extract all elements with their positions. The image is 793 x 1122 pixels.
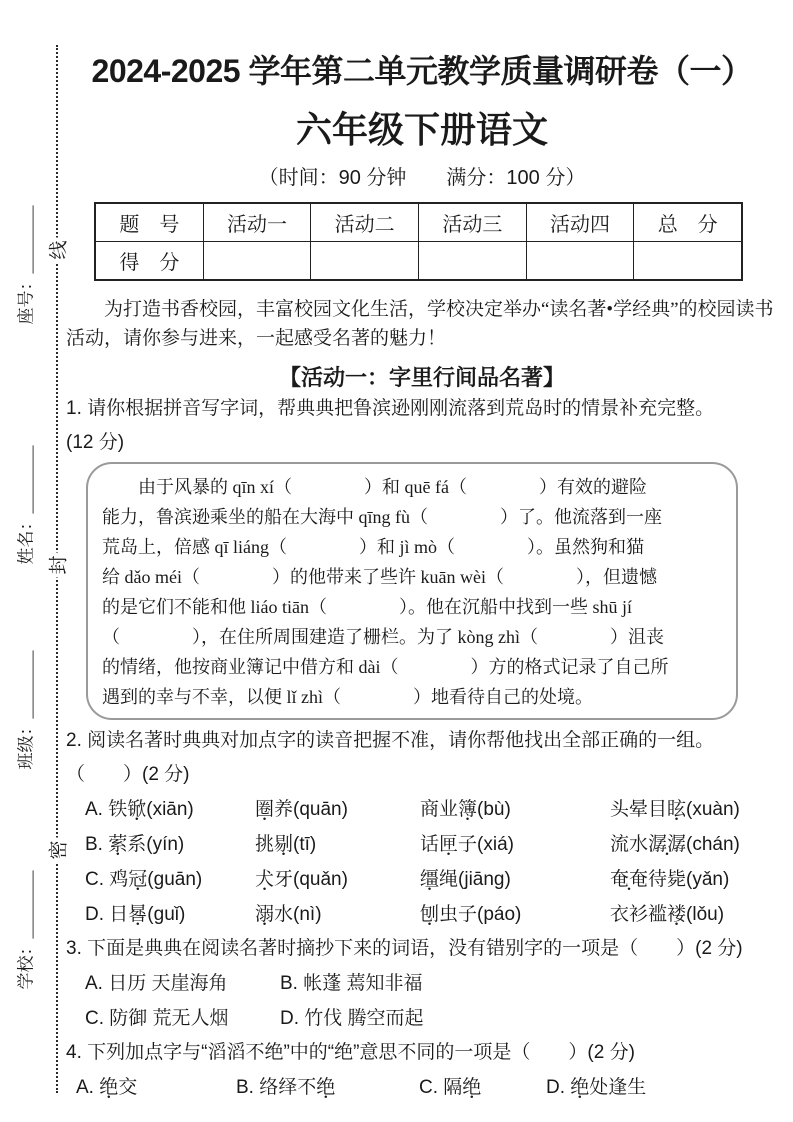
intro-paragraph: 为打造书香校园，丰富校园文化生活，学校决定举办“读名著•学经典”的校园读书活动，请你参与进来，一起感受名著的魅力！ (66, 299, 774, 349)
emphasis-dot-text: 剔 (274, 834, 294, 855)
question-2-option-row-cell: 话匣子(xiá) (420, 834, 514, 855)
exam-content (66, 0, 778, 1105)
question-2-option-row-cell: 衣衫褴褛(lǒu) (610, 904, 725, 925)
question-3-option-row-cell: B. 帐蓬 蔫知非福 (280, 973, 423, 994)
question-2-option-row-cell: 溺水(nì) (255, 904, 322, 925)
pinyin-line: 能力，鲁滨逊乘坐的船在大海中 qīng fù（ ）了。他流落到一座 (102, 507, 662, 527)
emphasis-dot-text: 匣 (439, 834, 459, 855)
emphasis-dot-text: 犬 (255, 869, 275, 890)
question-2-option-row-cell: 犬牙(quǎn) (255, 869, 348, 890)
question-2-answer-blank: （ ）(2 分) (66, 764, 190, 785)
question-4-option-row-cell: C. 隔绝 (419, 1077, 482, 1098)
score-table-row-cell: 题 号 (119, 214, 180, 236)
question-2-option-row-cell: 刨虫子(páo) (420, 904, 522, 925)
question-3-option-row-cell: D. 竹伐 腾空而起 (280, 1008, 424, 1029)
pinyin-line: 荒岛上，倍感 qī liáng（ ）和 jì mò（ ）。虽然狗和猫 (102, 537, 644, 557)
seat-number-field: 座号：________ (16, 205, 36, 325)
score-table-row-cell: 得 分 (119, 252, 180, 274)
emphasis-dot-text: 萦 (108, 834, 128, 855)
question-2-option-row-cell: 头晕目眩(xuàn) (610, 799, 740, 820)
emphasis-dot-text: 褛 (667, 904, 687, 925)
score-table-row-cell (526, 242, 634, 279)
score-table-row-cell (310, 242, 418, 279)
question-2-option-row-cell: A. 铁锨(xiān) (85, 799, 194, 820)
question-2-option-row-cell: 缰绳(jiāng) (420, 869, 511, 890)
emphasis-dot-text: 绝 (462, 1077, 482, 1098)
pinyin-line: 的是它们不能和他 liáo tiān（ ）。他在沉船中找到一些 shū jí (102, 597, 632, 617)
pinyin-answer-box (86, 462, 738, 720)
seal-char-mi: 密 (40, 837, 75, 862)
question-3-option-row-cell: C. 防御 荒无人烟 (85, 1008, 229, 1029)
question-2-option-row-cell: 奄奄待毙(yǎn) (610, 869, 730, 890)
question-1-text: 1. 请你根据拼音写字词，帮典典把鲁滨逊刚刚流落到荒岛时的情景补充完整。 (66, 398, 715, 419)
activity1-header: 【活动一：字里行间品名著】 (278, 365, 565, 390)
question-2-option-row-cell: 流水潺潺(chán) (610, 834, 740, 855)
question-4-text: 4. 下列加点字与“滔滔不绝”中的“绝”意思不同的一项是（ ）(2 分) (66, 1042, 635, 1063)
score-table-row (96, 204, 741, 241)
question-3-option-row (85, 966, 778, 1001)
score-table-row-cell: 活动四 (526, 204, 634, 241)
question-4-option-row-cell: A. 绝交 (76, 1077, 138, 1098)
pinyin-line: （ ），在住所周围建造了栅栏。为了 kòng zhì（ ）沮丧 (102, 627, 664, 647)
exam-meta: （时间：90 分钟 满分：100 分） (258, 167, 586, 189)
seal-char-line: 线 (40, 237, 75, 262)
question-2-text: 2. 阅读名著时典典对加点字的读音把握不准，请你帮他找出全部正确的一组。 (66, 730, 715, 751)
emphasis-dot-text: 奄奄 (610, 869, 649, 890)
question-3-option-row (85, 1001, 778, 1036)
score-table (94, 202, 743, 281)
seal-char-feng: 封 (40, 552, 75, 577)
score-table-row-cell (633, 242, 741, 279)
score-table-row-cell: 总 分 (633, 204, 741, 241)
question-4-option-row-cell: D. 绝处逢生 (546, 1077, 647, 1098)
question-2-option-row-cell: 圈养(quān) (255, 799, 348, 820)
emphasis-dot-text: 簿 (458, 799, 478, 820)
emphasis-dot-text: 缰 (420, 869, 440, 890)
question-1-score: (12 分) (66, 432, 125, 453)
question-3-options (66, 966, 778, 1036)
question-3-text: 3. 下面是典典在阅读名著时摘抄下来的词语，没有错别字的一项是（ ）(2 分) (66, 938, 743, 959)
question-3-option-row-cell: A. 日历 天崖海角 (85, 973, 228, 994)
question-2-options (66, 792, 778, 932)
student-name-field: 姓名：________ (16, 445, 36, 565)
question-2-option-row-cell: D. 日晷(guǐ) (85, 904, 186, 925)
question-2-option-row-cell: B. 萦系(yín) (85, 834, 185, 855)
question-4-option-row (76, 1070, 778, 1105)
pinyin-line: 的情绪，他按商业簿记中借方和 dài（ ）方的格式记录了自己所 (102, 657, 669, 677)
score-table-row-cell: 活动一 (203, 204, 311, 241)
emphasis-dot-text: 绝 (99, 1077, 119, 1098)
question-2-option-row-cell: 商业簿(bù) (420, 799, 511, 820)
emphasis-dot-text: 圈 (255, 799, 275, 820)
class-field: 班级：________ (16, 650, 36, 770)
pinyin-line: 遇到的幸与不幸，以便 lǐ zhì（ ）地看待自己的处境。 (102, 687, 593, 707)
pinyin-line: 由于风暴的 qīn xí（ ）和 quē fá（ ）有效的避险 (102, 477, 647, 497)
score-table-row-cell (418, 242, 526, 279)
question-2-option-row (85, 827, 778, 862)
score-table-row-cell (203, 242, 311, 279)
emphasis-dot-text: 绝 (316, 1077, 336, 1098)
emphasis-dot-text: 绝 (570, 1077, 590, 1098)
score-table-row-cell: 活动二 (310, 204, 418, 241)
question-2-option-row (85, 792, 778, 827)
emphasis-dot-text: 潺潺 (648, 834, 687, 855)
page-title: 2024-2025 学年第二单元教学质量调研卷（一） (91, 53, 753, 89)
question-2-option-row-cell: C. 鸡冠(guān) (85, 869, 203, 890)
question-2-option-row-cell: 挑剔(tī) (255, 834, 317, 855)
question-4-option-row-cell: B. 络绎不绝 (236, 1077, 336, 1098)
score-table-row (96, 241, 741, 279)
emphasis-dot-text: 眩 (667, 799, 687, 820)
emphasis-dot-text: 冠 (128, 869, 148, 890)
question-2-option-row (85, 862, 778, 897)
emphasis-dot-text: 溺 (255, 904, 275, 925)
subject-title: 六年级下册语文 (295, 109, 548, 150)
emphasis-dot-text: 锨 (127, 799, 147, 820)
pinyin-line: 给 dǎo méi（ ）的他带来了些许 kuān wèi（ ），但遗憾 (102, 567, 657, 587)
question-4-options (66, 1070, 778, 1105)
emphasis-dot-text: 刨 (420, 904, 440, 925)
school-field: 学校：________ (16, 870, 36, 990)
question-2-option-row (85, 897, 778, 932)
emphasis-dot-text: 晷 (128, 904, 148, 925)
score-table-row-cell: 活动三 (418, 204, 526, 241)
